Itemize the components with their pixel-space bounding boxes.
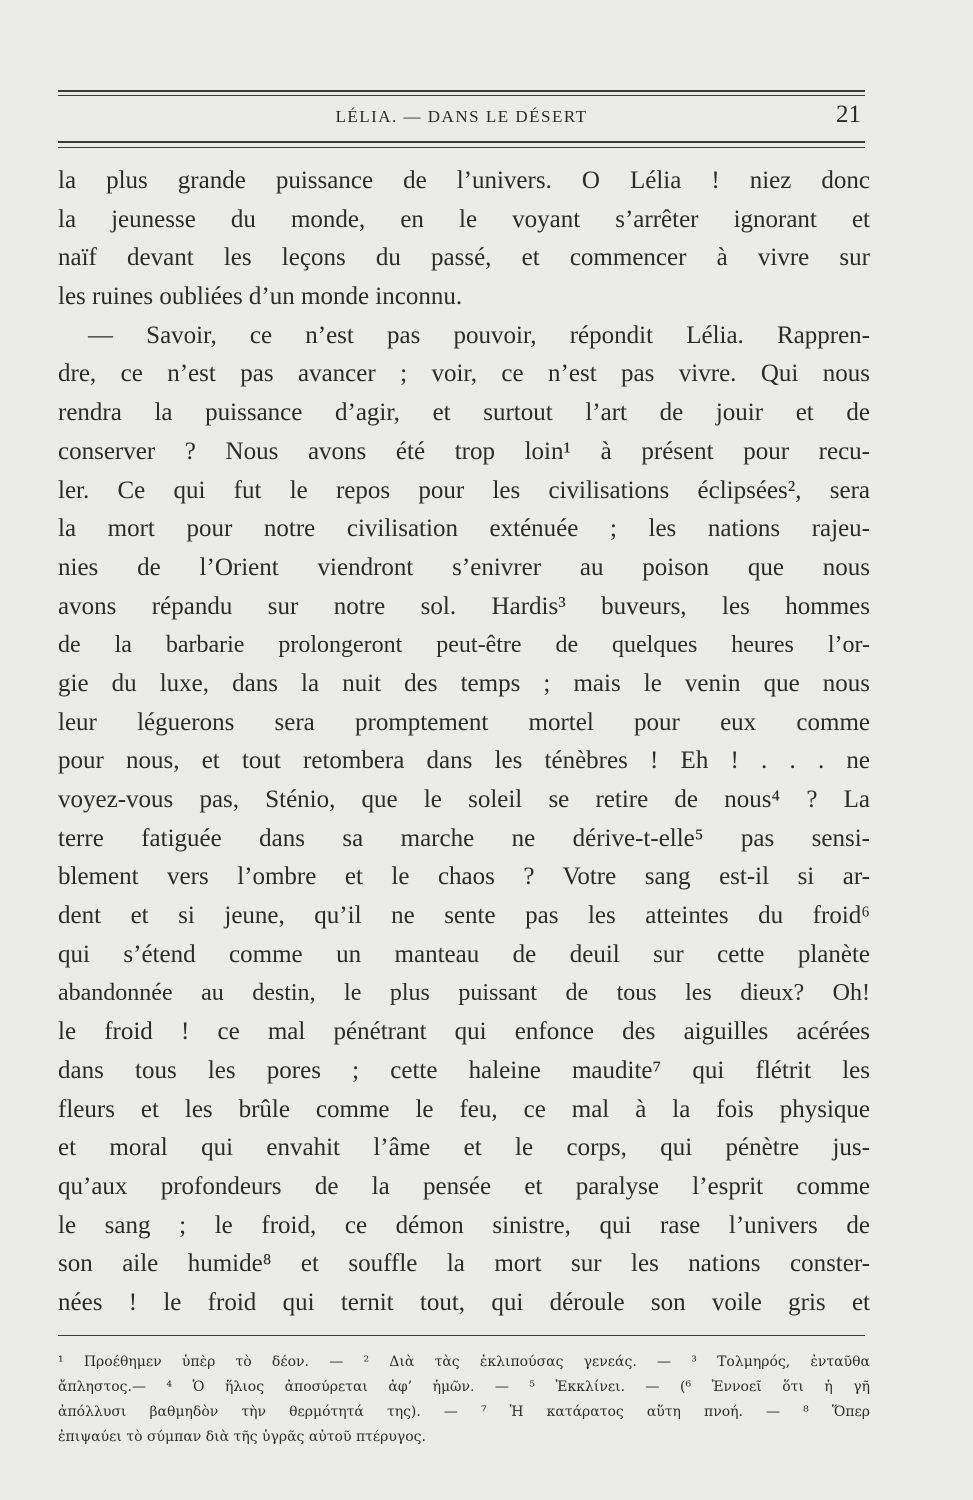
footnote-line: ¹ Προέθημεν ὑπὲρ τὸ δέον. — ² Διὰ τὰς ἐκλιπούσας γενεάς. — ³ Τολμηρός, ἐνταῦθα: [58, 1354, 870, 1370]
top-rule-outer: [58, 90, 865, 92]
top-rule-inner: [58, 95, 865, 96]
text-line: son aile humide⁸ et souffle la mort sur les nations conster-: [58, 1250, 870, 1278]
text-line: dans tous les pores ; cette haleine maudite⁷ qui flétrit les: [58, 1056, 870, 1084]
text-line: voyez-vous pas, Sténio, que le soleil se retire de nous⁴ ? La: [58, 786, 870, 813]
text-line: avons répandu sur notre sol. Hardis³ buveurs, les hommes: [58, 592, 870, 620]
footnotes: [58, 1350, 870, 1450]
header-rule-upper: [58, 141, 865, 143]
text-line: fleurs et les brûle comme le feu, ce mal à la fois physique: [58, 1095, 870, 1123]
footnote-line: ἐπιψαύει τὸ σύμπαν διὰ τῆς ὑγρᾶς αὐτοῦ πτέρυγος.: [58, 1429, 426, 1445]
header-rule-lower: [58, 147, 865, 148]
page-number: 21: [836, 101, 861, 128]
text-line: et moral qui envahit l’âme et le corps, qui pénètre jus-: [58, 1134, 870, 1162]
text-line: qui s’étend comme un manteau de deuil sur cette planète: [58, 940, 870, 968]
text-line: naïf devant les leçons du passé, et commencer à vivre sur: [58, 244, 870, 272]
text-line: la plus grande puissance de l’univers. O Lélia ! niez donc: [58, 167, 870, 194]
text-line: conserver ? Nous avons été trop loin¹ à présent pour recu-: [58, 437, 870, 465]
text-line: nées ! le froid qui ternit tout, qui déroule son voile gris et: [58, 1288, 870, 1316]
running-title: LÉLIA. — DANS LE DÉSERT: [335, 107, 588, 126]
text-line: la mort pour notre civilisation exténuée ; les nations rajeu-: [58, 515, 870, 543]
footnote-line: ἀπόλλυσι βαθμηδὸν τὴν θερμότητά της). — ⁷ Ἡ κατάρατος αὕτη πνοή. — ⁸ Ὅπερ: [58, 1404, 870, 1420]
footnote-line: ἄπληστος.— ⁴ Ὁ ἥλιος ἀποσύρεται ἀφ’ ἡμῶν. — ⁵ Ἐκκλίνει. — (⁶ Ἐννοεῖ ὅτι ἡ γῆ: [58, 1379, 870, 1395]
footnote-rule: [58, 1335, 865, 1336]
text-line: — Savoir, ce n’est pas pouvoir, répondit Lélia. Rappren-: [88, 321, 870, 349]
text-line: blement vers l’ombre et le chaos ? Votre sang est-il si ar-: [58, 863, 870, 891]
text-line: ler. Ce qui fut le repos pour les civilisations éclipsées², sera: [58, 476, 870, 504]
text-line: gie du luxe, dans la nuit des temps ; mais le venin que nous: [58, 669, 870, 697]
text-line: abandonnée au destin, le plus puissant de tous les dieux? Oh!: [58, 980, 870, 1007]
text-line: terre fatiguée dans sa marche ne dérive-t-elle⁵ pas sensi-: [58, 824, 870, 852]
text-line: rendra la puissance d’agir, et surtout l’art de jouir et de: [58, 399, 870, 427]
text-line: les ruines oubliées d’un monde inconnu.: [58, 283, 463, 311]
running-header: [58, 101, 865, 130]
text-line: leur léguerons sera promptement mortel pour eux comme: [58, 708, 870, 736]
text-line: qu’aux profondeurs de la pensée et paralyse l’esprit comme: [58, 1172, 870, 1200]
text-line: nies de l’Orient viendront s’enivrer au poison que nous: [58, 553, 870, 581]
text-line: pour nous, et tout retombera dans les ténèbres ! Eh ! . . . ne: [58, 747, 870, 775]
body-text: [58, 162, 870, 1323]
text-line: dent et si jeune, qu’il ne sente pas les atteintes du froid⁶: [58, 902, 870, 930]
text-line: le froid ! ce mal pénétrant qui enfonce des aiguilles acérées: [58, 1018, 870, 1046]
text-line: dre, ce n’est pas avancer ; voir, ce n’est pas vivre. Qui nous: [58, 360, 870, 388]
text-line: le sang ; le froid, ce démon sinistre, qui rase l’univers de: [58, 1211, 870, 1239]
text-line: de la barbarie prolongeront peut-être de quelques heures l’or-: [58, 632, 870, 659]
text-line: la jeunesse du monde, en le voyant s’arrêter ignorant et: [58, 205, 870, 233]
